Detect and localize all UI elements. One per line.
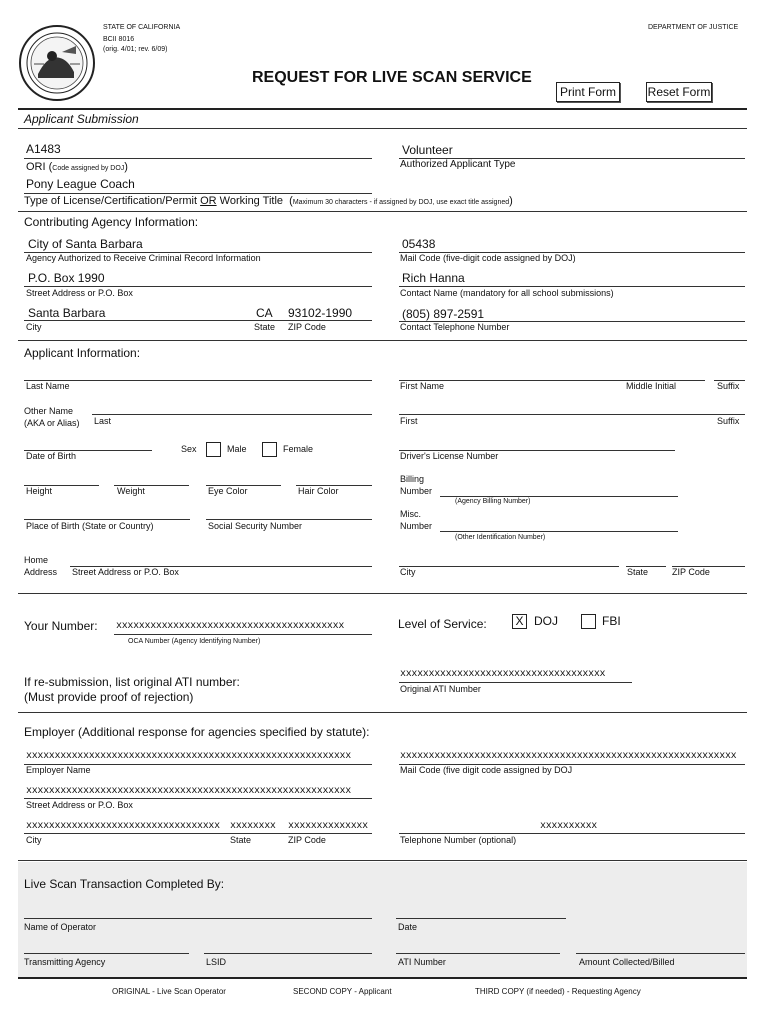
operator-label: Name of Operator [24,922,97,932]
other-first-label: First [400,416,418,426]
misc-number-label: Number [400,521,433,531]
height-label: Height [26,486,53,496]
home-zip-label: ZIP Code [672,567,710,577]
employer-street-input[interactable]: xxxxxxxxxxxxxxxxxxxxxxxxxxxxxxxxxxxxxxxxxxxxxxxxxxxxxxxxx [26,786,351,797]
lsid-label: LSID [206,957,227,967]
billing-label: Billing [400,474,425,484]
agency-city-input[interactable]: Santa Barbara [28,306,106,320]
home-label: Home [24,555,49,565]
billing-number-input[interactable] [440,496,678,497]
mail-code-label: Mail Code (five-digit code assigned by DOJ) [400,253,576,263]
resubmission-label: If re-submission, list original ATI number: [24,675,240,689]
amount-label: Amount Collected/Billed [579,957,675,967]
print-form-button[interactable]: Print Form [556,82,620,102]
female-label: Female [283,444,314,454]
agency-zip-input[interactable]: 93102-1990 [288,306,353,320]
home-street-label: Street Address or P.O. Box [72,567,179,577]
agency-state-input[interactable]: CA [256,306,273,320]
applicant-info-heading: Applicant Information: [24,346,141,360]
employer-state-label: State [230,835,252,845]
ori-label: ORI (Code assigned by DOJ) [26,161,128,173]
agency-state-label: State [254,322,276,332]
male-checkbox[interactable] [206,442,221,457]
last-name-label: Last Name [26,381,70,391]
drivers-license-label: Driver's License Number [400,451,499,461]
level-of-service-label: Level of Service: [398,617,487,631]
agency-city-label: City [26,322,42,332]
contact-name-label: Contact Name (mandatory for all school submissions) [400,288,614,298]
department-label: DEPARTMENT OF JUSTICE [648,24,739,31]
doj-checkbox[interactable]: X [512,614,527,629]
home-state-label: State [627,567,649,577]
amount-input[interactable] [576,953,745,954]
employer-mail-code-label: Mail Code (five digit code assigned by DOJ [400,765,573,775]
employer-name-label: Employer Name [26,765,91,775]
other-suffix-label: Suffix [717,416,740,426]
employer-city-label: City [26,835,42,845]
ssn-input[interactable] [206,519,372,520]
divider [18,128,747,129]
contributing-agency-heading: Contributing Agency Information: [24,215,199,229]
employer-street-label: Street Address or P.O. Box [26,800,133,810]
employer-phone-label: Telephone Number (optional) [400,835,517,845]
employer-mail-code-input[interactable]: xxxxxxxxxxxxxxxxxxxxxxxxxxxxxxxxxxxxxxxxxxxxxxxxxxxxxxxxxxx [400,751,737,762]
doj-label: DOJ [534,614,558,628]
home-city-input[interactable] [399,566,619,567]
agency-street-input[interactable]: P.O. Box 1990 [28,271,105,285]
footer-original: ORIGINAL - Live Scan Operator [112,987,226,996]
dob-label: Date of Birth [26,451,77,461]
other-last-label: Last [94,416,112,426]
footer-third-copy: THIRD COPY (if needed) - Requesting Agency [475,987,641,996]
form-id: BCII 8016 [103,36,135,43]
original-ati-label: Original ATI Number [400,684,481,694]
ori-input[interactable]: A1483 [26,142,61,156]
suffix-label: Suffix [717,381,740,391]
contact-name-input[interactable]: Rich Hanna [402,271,465,285]
form-title: REQUEST FOR LIVE SCAN SERVICE [252,69,532,86]
male-label: Male [227,444,247,454]
last-name-input[interactable] [24,380,372,381]
billing-hint: (Agency Billing Number) [455,498,531,505]
transmitting-agency-input[interactable] [24,953,189,954]
misc-hint: (Other Identification Number) [455,534,546,541]
fbi-checkbox[interactable] [581,614,596,629]
transmitting-agency-label: Transmitting Agency [24,957,106,967]
state-seal-icon [18,24,96,102]
operator-input[interactable] [24,918,372,919]
header-rule [18,108,747,110]
fbi-label: FBI [602,614,621,628]
agency-input[interactable]: City of Santa Barbara [28,237,143,251]
proof-of-rejection-label: (Must provide proof of rejection) [24,690,194,704]
applicant-type-label: Authorized Applicant Type [400,159,516,170]
contact-phone-input[interactable]: (805) 897-2591 [402,307,485,321]
employer-zip-input[interactable]: xxxxxxxxxxxxxx [288,821,368,832]
employer-zip-label: ZIP Code [288,835,326,845]
employer-phone-input[interactable]: xxxxxxxxxx [540,821,598,832]
your-number-label: Your Number: [24,619,98,633]
original-ati-input[interactable]: xxxxxxxxxxxxxxxxxxxxxxxxxxxxxxxxxxxx [400,669,606,680]
place-of-birth-input[interactable] [24,519,190,520]
ati-number-label: ATI Number [398,957,446,967]
agency-street-label: Street Address or P.O. Box [26,288,133,298]
hair-color-label: Hair Color [298,486,339,496]
employer-name-input[interactable]: xxxxxxxxxxxxxxxxxxxxxxxxxxxxxxxxxxxxxxxxxxxxxxxxxxxxxxxxx [26,751,351,762]
place-of-birth-label: Place of Birth (State or Country) [26,521,154,531]
other-first-input[interactable] [399,414,745,415]
oca-hint: OCA Number (Agency Identifying Number) [128,638,261,645]
live-scan-heading: Live Scan Transaction Completed By: [24,877,225,891]
your-number-input[interactable]: xxxxxxxxxxxxxxxxxxxxxxxxxxxxxxxxxxxxxxxx [116,621,345,632]
working-title-label: Type of License/Certification/Permit OR Working Title (Maximum 30 characters - if assigned by DOJ, use exact title assigned) [24,195,513,207]
mail-code-input[interactable]: 05438 [402,237,436,251]
address-label: Address [24,567,58,577]
other-name-label: Other Name [24,406,74,416]
weight-label: Weight [117,486,145,496]
working-title-input[interactable]: Pony League Coach [26,177,135,191]
misc-label: Misc. [400,509,421,519]
contact-phone-label: Contact Telephone Number [400,322,510,332]
employer-city-input[interactable]: xxxxxxxxxxxxxxxxxxxxxxxxxxxxxxxxxx [26,821,220,832]
reset-form-button[interactable]: Reset Form [646,82,712,102]
state-label: STATE OF CALIFORNIA [103,24,181,31]
agency-zip-label: ZIP Code [288,322,326,332]
female-checkbox[interactable] [262,442,277,457]
other-last-input[interactable] [92,414,372,415]
home-city-label: City [400,567,416,577]
date-label: Date [398,922,418,932]
aka-label: (AKA or Alias) [24,418,80,428]
sex-label: Sex [181,444,197,454]
ati-number-input[interactable] [396,953,560,954]
applicant-submission-heading: Applicant Submission [24,112,139,126]
ssn-label: Social Security Number [208,521,303,531]
misc-number-input[interactable] [440,531,678,532]
applicant-type-input[interactable]: Volunteer [402,143,453,157]
employer-heading: Employer (Additional response for agencies specified by statute): [24,725,370,739]
lsid-input[interactable] [204,953,372,954]
middle-initial-label: Middle Initial [626,381,677,391]
agency-label: Agency Authorized to Receive Criminal Record Information [26,253,261,263]
first-name-label: First Name [400,381,445,391]
employer-state-input[interactable]: xxxxxxxx [230,821,276,832]
form-revision: (orig. 4/01; rev. 6/09) [103,46,168,53]
date-input[interactable] [396,918,566,919]
billing-number-label: Number [400,486,433,496]
footer-second-copy: SECOND COPY - Applicant [293,987,392,996]
eye-color-label: Eye Color [208,486,248,496]
